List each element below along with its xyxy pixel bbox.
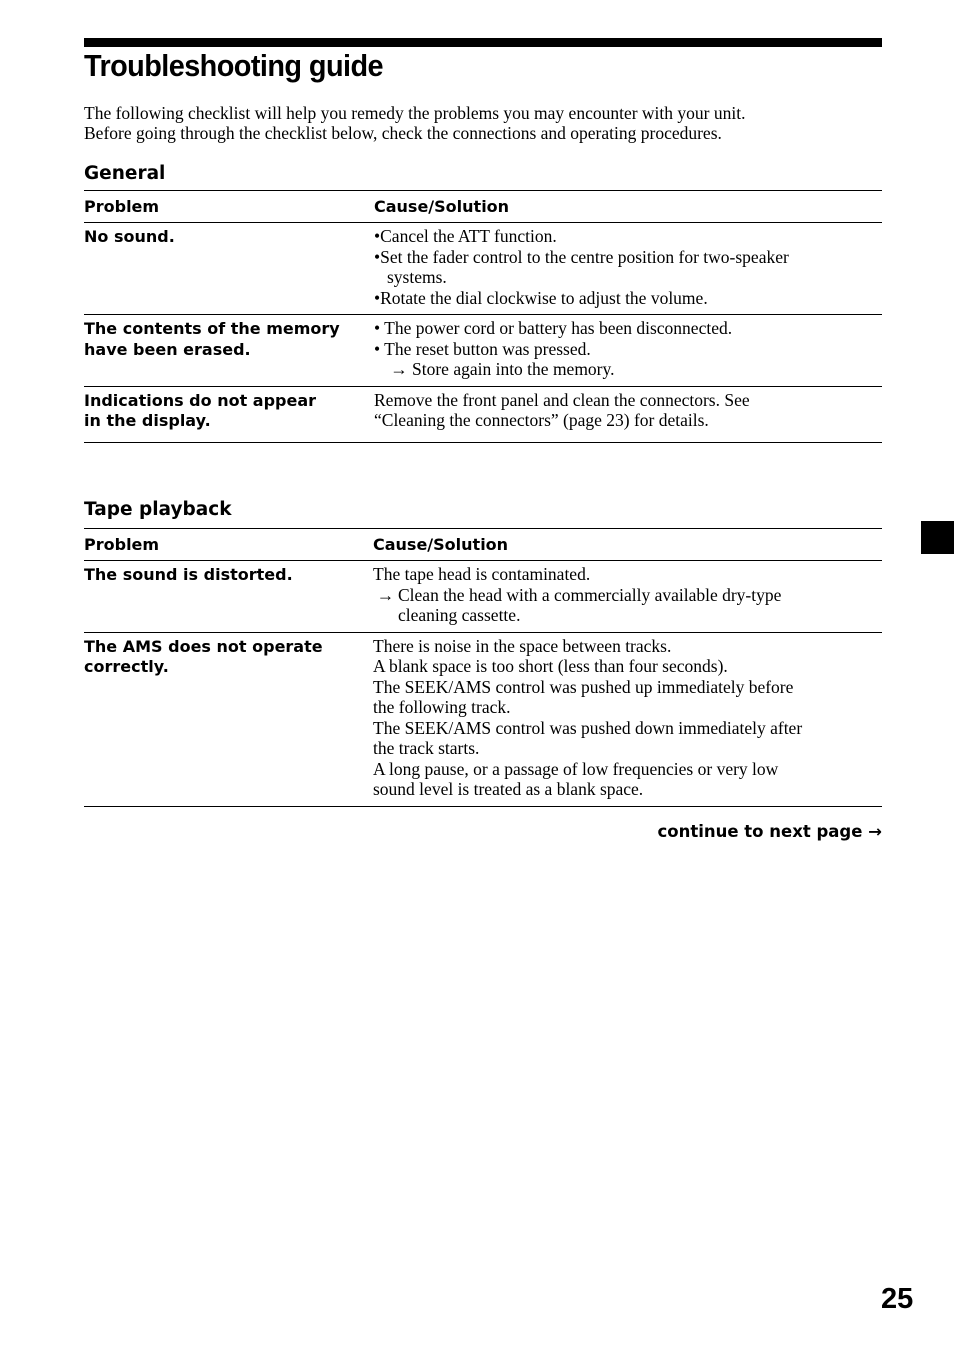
cause-line: cleaning cassette. bbox=[398, 605, 521, 625]
section-tab-marker bbox=[921, 521, 954, 554]
problem-cell bbox=[84, 315, 374, 387]
table-row bbox=[84, 223, 882, 315]
table-row bbox=[84, 561, 882, 633]
problem-text: The AMS does not operate bbox=[84, 636, 323, 656]
section-title-general: General bbox=[84, 163, 166, 184]
table-row bbox=[84, 386, 882, 442]
cause-line bbox=[373, 585, 882, 606]
cause-cell bbox=[374, 223, 882, 315]
cause-line: The SEEK/AMS control was pushed up immediately before bbox=[373, 676, 794, 697]
cause-line: the track starts. bbox=[373, 738, 480, 758]
cause-line: “Cleaning the connectors” (page 23) for details. bbox=[374, 410, 709, 430]
intro-paragraph bbox=[84, 103, 884, 143]
problem-cell bbox=[84, 386, 374, 442]
cause-line: • The reset button was pressed. bbox=[374, 338, 591, 359]
table-row bbox=[84, 632, 882, 806]
cause-line: The SEEK/AMS control was pushed down immediately after bbox=[373, 717, 803, 738]
cause-line: the following track. bbox=[373, 697, 511, 717]
general-table bbox=[84, 190, 882, 443]
cause-line: Remove the front panel and clean the connectors. See bbox=[374, 389, 750, 410]
cause-line: systems. bbox=[387, 267, 447, 287]
cause-cell bbox=[374, 386, 882, 442]
title-rule bbox=[84, 38, 882, 47]
problem-text: Indications do not appear bbox=[84, 390, 317, 410]
problem-text: have been erased. bbox=[84, 339, 251, 359]
cause-line-text: Store again into the memory. bbox=[412, 359, 615, 379]
problem-cell bbox=[84, 632, 373, 806]
problem-text: correctly. bbox=[84, 657, 169, 676]
continue-label: continue to next page bbox=[657, 822, 863, 841]
header-cause: Cause/Solution bbox=[374, 191, 882, 223]
table-header bbox=[84, 529, 882, 561]
cause-line: There is noise in the space between tracks. bbox=[373, 635, 672, 656]
cause-line: • The power cord or battery has been disconnected. bbox=[374, 318, 733, 338]
cause-line: The tape head is contaminated. bbox=[373, 564, 591, 584]
cause-line: sound level is treated as a blank space. bbox=[373, 779, 644, 799]
problem-text: in the display. bbox=[84, 411, 211, 430]
cause-cell bbox=[373, 632, 882, 806]
cause-line bbox=[374, 359, 882, 380]
cause-line: •Cancel the ATT function. bbox=[374, 226, 557, 246]
problem-text: No sound. bbox=[84, 227, 175, 246]
page-title: Troubleshooting guide bbox=[84, 48, 383, 83]
cause-line: A long pause, or a passage of low frequencies or very low bbox=[373, 758, 779, 779]
cause-cell bbox=[373, 561, 882, 633]
cause-cell bbox=[374, 315, 882, 387]
arrow-right-icon: → bbox=[868, 822, 882, 841]
arrow-icon: → bbox=[390, 359, 408, 379]
problem-text: The contents of the memory bbox=[84, 319, 340, 338]
intro-line: Before going through the checklist below, check the connections and operating procedures. bbox=[84, 123, 722, 143]
problem-text: The sound is distorted. bbox=[84, 565, 293, 584]
tape-playback-table bbox=[84, 528, 882, 807]
table-row bbox=[84, 315, 882, 387]
page-number: 25 bbox=[881, 1283, 914, 1315]
intro-line: The following checklist will help you remedy the problems you may encounter with your unit. bbox=[84, 103, 746, 123]
cause-line: A blank space is too short (less than four seconds). bbox=[373, 656, 728, 676]
cause-line: •Rotate the dial clockwise to adjust the volume. bbox=[374, 287, 708, 308]
section-title-tape-playback: Tape playback bbox=[84, 499, 232, 520]
arrow-icon: → bbox=[376, 584, 395, 605]
continue-to-next-page bbox=[657, 822, 882, 841]
table-header bbox=[84, 191, 882, 223]
problem-cell bbox=[84, 223, 374, 315]
header-problem: Problem bbox=[84, 191, 374, 223]
cause-line: •Set the fader control to the centre position for two-speaker bbox=[374, 246, 789, 267]
header-problem: Problem bbox=[84, 529, 373, 561]
problem-cell bbox=[84, 561, 373, 633]
header-cause: Cause/Solution bbox=[373, 529, 882, 561]
cause-line-text: Clean the head with a commercially available dry-type bbox=[398, 584, 782, 605]
